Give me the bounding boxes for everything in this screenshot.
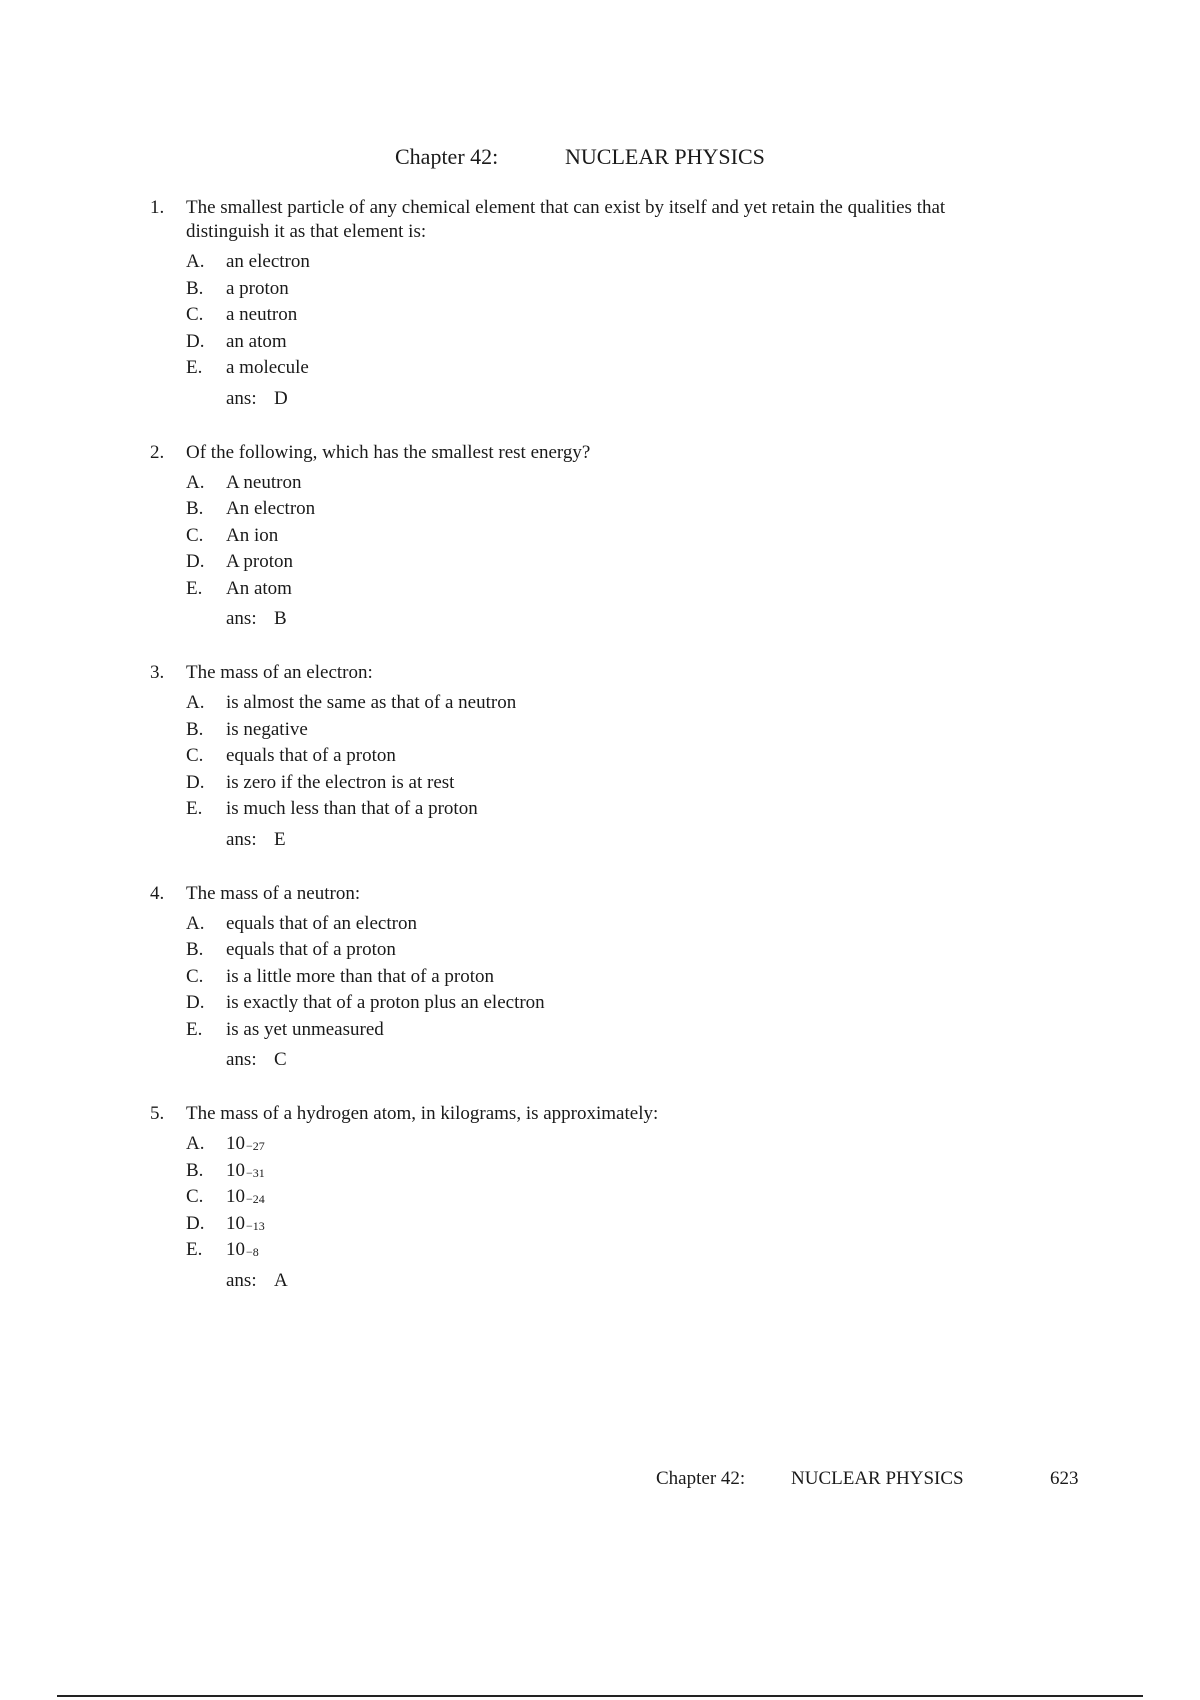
power-base: 10: [226, 1186, 245, 1207]
answer-value: D: [274, 387, 288, 409]
answer-label: ans:: [226, 828, 257, 850]
choice-letter: C.: [186, 745, 204, 766]
choice-text: equals that of an electron: [226, 912, 417, 934]
choice-d: [186, 990, 1000, 1017]
chapter-number: Chapter 42:: [395, 144, 499, 169]
choice-c: [186, 743, 1000, 770]
choice-letter: D.: [186, 551, 205, 572]
choice-letter: A.: [186, 692, 205, 713]
choice-text: a molecule: [226, 357, 309, 378]
power-base: 10: [226, 1133, 245, 1154]
answer-label: ans:: [226, 1049, 257, 1070]
power-exponent: −27: [246, 1139, 265, 1153]
choice-text: A proton: [226, 551, 294, 572]
choice-letter: B.: [186, 939, 204, 960]
page-footer: [656, 1468, 1079, 1490]
choice-e: [186, 1237, 1000, 1264]
power-base: 10: [226, 1212, 245, 1234]
choice-text: An atom: [226, 577, 292, 599]
choice-letter: B.: [186, 718, 204, 740]
choice-list: [186, 911, 1000, 1044]
choice-letter: D.: [186, 771, 205, 793]
choice-text: is negative: [226, 718, 308, 740]
question-3: [150, 661, 1000, 853]
choice-c: [186, 964, 1000, 991]
question-text: The smallest particle of any chemical element that can exist by itself and yet retain the qualities that distinguish it as that element is:: [186, 197, 946, 242]
choice-letter: A.: [186, 471, 205, 493]
choice-letter: D.: [186, 1212, 205, 1234]
question-stem: [150, 661, 1000, 685]
question-text: Of the following, which has the smallest rest energy?: [186, 441, 591, 463]
footer-chapter: Chapter 42:: [656, 1468, 746, 1489]
choice-letter: A.: [186, 251, 205, 272]
bottom-rule: [57, 1695, 1143, 1697]
power-exponent: −13: [246, 1218, 265, 1233]
choice-text: equals that of a proton: [226, 745, 396, 766]
choice-b: [186, 937, 1000, 964]
choice-a: [186, 470, 1000, 497]
choice-e: [186, 1017, 1000, 1044]
choice-text: equals that of a proton: [226, 939, 396, 960]
power-exponent: −31: [246, 1165, 265, 1180]
choice-letter: A.: [186, 1133, 205, 1154]
answer-line: [226, 1268, 1000, 1294]
choice-letter: E.: [186, 357, 203, 378]
choice-letter: E.: [186, 1018, 203, 1040]
choice-e: [186, 576, 1000, 603]
answer-value: B: [274, 608, 287, 629]
choice-letter: C.: [186, 524, 204, 546]
choice-list: [186, 1131, 1000, 1264]
answer-line: [226, 827, 1000, 853]
choice-letter: C.: [186, 1186, 204, 1207]
answer-label: ans:: [226, 1269, 257, 1291]
choice-d: [186, 329, 1000, 356]
chapter-title: NUCLEAR PHYSICS: [565, 144, 765, 169]
question-5: [150, 1102, 1000, 1294]
choice-text: An ion: [226, 524, 279, 546]
question-2: [150, 441, 1000, 633]
choice-e: [186, 355, 1000, 382]
choice-a: [186, 249, 1000, 276]
choice-letter: D.: [186, 330, 205, 352]
question-number: 1.: [150, 197, 165, 218]
choice-text: is almost the same as that of a neutron: [226, 692, 517, 713]
power-base: 10: [226, 1239, 245, 1260]
question-number: 4.: [150, 882, 165, 904]
answer-line: [226, 386, 1000, 412]
answer-line: [226, 1047, 1000, 1073]
choice-text: is as yet unmeasured: [226, 1018, 384, 1040]
choice-letter: E.: [186, 1239, 203, 1260]
question-text: The mass of an electron:: [186, 662, 373, 683]
choice-letter: E.: [186, 577, 203, 599]
question-1: [150, 196, 1000, 412]
question-4: [150, 882, 1000, 1074]
choice-text: A neutron: [226, 471, 302, 493]
choice-c: [186, 1184, 1000, 1211]
question-list: [150, 196, 1000, 1323]
answer-line: [226, 606, 1000, 632]
choice-letter: D.: [186, 992, 205, 1013]
footer-title: NUCLEAR PHYSICS: [791, 1468, 964, 1489]
choice-d: [186, 549, 1000, 576]
answer-value: A: [274, 1269, 288, 1291]
choice-text: an electron: [226, 251, 310, 272]
power-exponent: −8: [246, 1245, 259, 1259]
question-number: 5.: [150, 1103, 165, 1124]
choice-text: is a little more than that of a proton: [226, 965, 495, 987]
page-number: 623: [1050, 1468, 1079, 1489]
chapter-heading: [395, 144, 765, 170]
answer-label: ans:: [226, 387, 257, 409]
power-exponent: −24: [246, 1192, 265, 1206]
choice-text: an atom: [226, 330, 287, 352]
question-stem: [150, 441, 1000, 465]
choice-letter: C.: [186, 304, 204, 325]
choice-b: [186, 496, 1000, 523]
choice-text: is zero if the electron is at rest: [226, 771, 455, 793]
choice-list: [186, 690, 1000, 823]
question-stem: [150, 1102, 1000, 1126]
choice-letter: B.: [186, 498, 204, 519]
choice-text: is much less than that of a proton: [226, 798, 478, 819]
choice-b: [186, 1158, 1000, 1185]
question-text: The mass of a hydrogen atom, in kilograms, is approximately:: [186, 1103, 659, 1124]
choice-list: [186, 249, 1000, 382]
choice-letter: B.: [186, 1159, 204, 1181]
choice-text: is exactly that of a proton plus an electron: [226, 992, 545, 1013]
choice-b: [186, 717, 1000, 744]
choice-text: a neutron: [226, 304, 298, 325]
choice-a: [186, 911, 1000, 938]
question-text: The mass of a neutron:: [186, 882, 361, 904]
choice-a: [186, 1131, 1000, 1158]
choice-letter: C.: [186, 965, 204, 987]
answer-value: E: [274, 828, 286, 850]
choice-a: [186, 690, 1000, 717]
answer-value: C: [274, 1049, 287, 1070]
choice-e: [186, 796, 1000, 823]
choice-letter: B.: [186, 277, 204, 299]
choice-text: An electron: [226, 498, 316, 519]
choice-c: [186, 523, 1000, 550]
choice-list: [186, 470, 1000, 603]
choice-letter: A.: [186, 912, 205, 934]
question-stem: [150, 882, 1000, 906]
question-stem: [150, 196, 1000, 244]
choice-d: [186, 1211, 1000, 1238]
answer-label: ans:: [226, 608, 257, 629]
choice-letter: E.: [186, 798, 203, 819]
choice-d: [186, 770, 1000, 797]
question-number: 3.: [150, 662, 165, 683]
choice-b: [186, 276, 1000, 303]
choice-c: [186, 302, 1000, 329]
power-base: 10: [226, 1159, 245, 1181]
question-number: 2.: [150, 441, 165, 463]
choice-text: a proton: [226, 277, 289, 299]
